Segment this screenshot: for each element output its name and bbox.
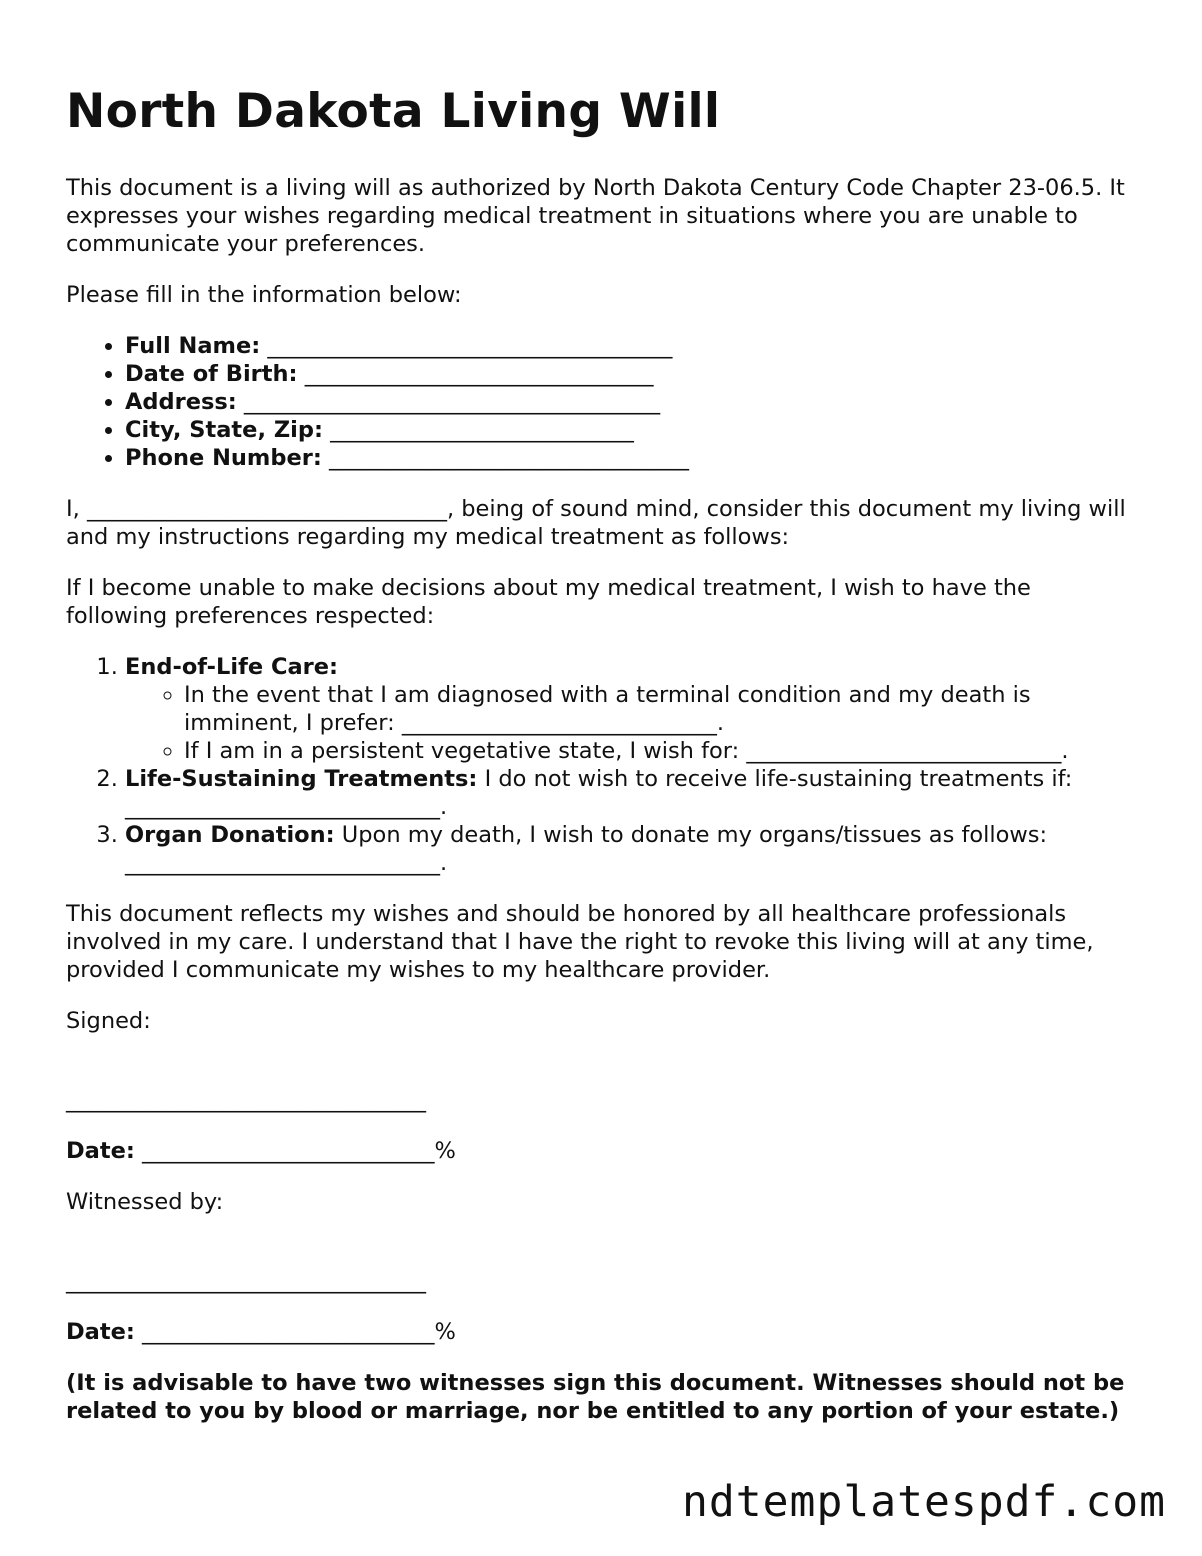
declaration-name-blank[interactable]: ________________________________ (86, 496, 447, 522)
site-watermark: ndtemplatespdf.com (682, 1477, 1166, 1527)
signed-label: Signed: (66, 1008, 151, 1034)
date-suffix: % (434, 1138, 456, 1164)
witness-date-row (66, 1318, 1136, 1346)
preference-organ-donation (125, 821, 1136, 877)
date-suffix: % (434, 1319, 456, 1345)
field-blank[interactable]: ________________________________ (329, 445, 689, 471)
field-label: Address: (125, 389, 237, 415)
witness-signature-line[interactable]: ________________________________ (66, 1268, 426, 1294)
preference-end-of-life-care (125, 653, 1136, 765)
document-page (66, 84, 1136, 1425)
intro-paragraph: This document is a living will as authorized by North Dakota Century Code Chapter 23-06.5. It expresses your wishes regarding medical treatment in situations where you are unable to communicate your preferences. (66, 175, 1125, 257)
field-blank[interactable]: _____________________________________ (243, 389, 661, 415)
witness-date-blank[interactable]: __________________________ (142, 1319, 435, 1345)
declaration-text: , being of sound mind, consider this document my living will and my instructions regarding my medical treatment as follows: (66, 496, 1126, 550)
field-label: Full Name: (125, 333, 261, 359)
info-field-full-name (125, 332, 1136, 360)
vegetative-state-preference: ◦ If I am in a persistent vegetative state, I wish for: ____________________________. (184, 737, 1136, 765)
preferences-intro: If I become unable to make decisions about my medical treatment, I wish to have the following preferences respected: (66, 575, 1031, 629)
info-field-date-of-birth (125, 360, 1136, 388)
fill-prompt: Please fill in the information below: (66, 282, 462, 308)
preference-label: Life-Sustaining Treatments: (125, 766, 478, 792)
field-blank[interactable]: _______________________________ (304, 361, 654, 387)
declaration-paragraph (66, 495, 1136, 551)
field-label: Phone Number: (125, 445, 322, 471)
preference-text: Upon my death, I wish to donate my organs/tissues as follows: ____________________________. (125, 822, 1048, 876)
signed-date-blank[interactable]: __________________________ (142, 1138, 435, 1164)
field-label: City, State, Zip: (125, 417, 323, 443)
preference-text: I do not wish to receive life-sustaining treatments if: ____________________________. (125, 766, 1073, 820)
preference-label: Organ Donation: (125, 822, 335, 848)
date-label: Date: (66, 1319, 135, 1345)
end-of-life-sublist (125, 681, 1136, 765)
witness-spacer (66, 1239, 1136, 1267)
field-blank[interactable]: ___________________________ (330, 417, 634, 443)
preference-life-sustaining-treatments (125, 765, 1136, 821)
signed-date-row (66, 1137, 1136, 1165)
info-field-list (66, 332, 1136, 472)
witnessed-label: Witnessed by: (66, 1189, 224, 1215)
terminal-condition-preference: ◦ In the event that I am diagnosed with a terminal condition and my death is imminent, I prefer: ____________________________. (184, 681, 1136, 737)
info-field-city-state-zip (125, 416, 1136, 444)
info-field-address (125, 388, 1136, 416)
declaration-prefix: I, (66, 496, 80, 522)
signature-line[interactable]: ________________________________ (66, 1087, 426, 1113)
signature-spacer (66, 1058, 1136, 1086)
info-field-phone-number (125, 444, 1136, 472)
witness-advisory-note: (It is advisable to have two witnesses sign this document. Witnesses should not be related to you by blood or marriage, nor be entitled to any portion of your estate.) (66, 1370, 1125, 1424)
closing-paragraph: This document reflects my wishes and should be honored by all healthcare professionals involved in my care. I understand that I have the right to revoke this living will at any time, provided I communicate my wishes to my healthcare provider. (66, 901, 1094, 983)
preference-label: End-of-Life Care: (125, 654, 339, 680)
field-blank[interactable]: ____________________________________ (267, 333, 673, 359)
preferences-list (66, 653, 1136, 877)
date-label: Date: (66, 1138, 135, 1164)
page-title: North Dakota Living Will (66, 84, 721, 139)
field-label: Date of Birth: (125, 361, 298, 387)
